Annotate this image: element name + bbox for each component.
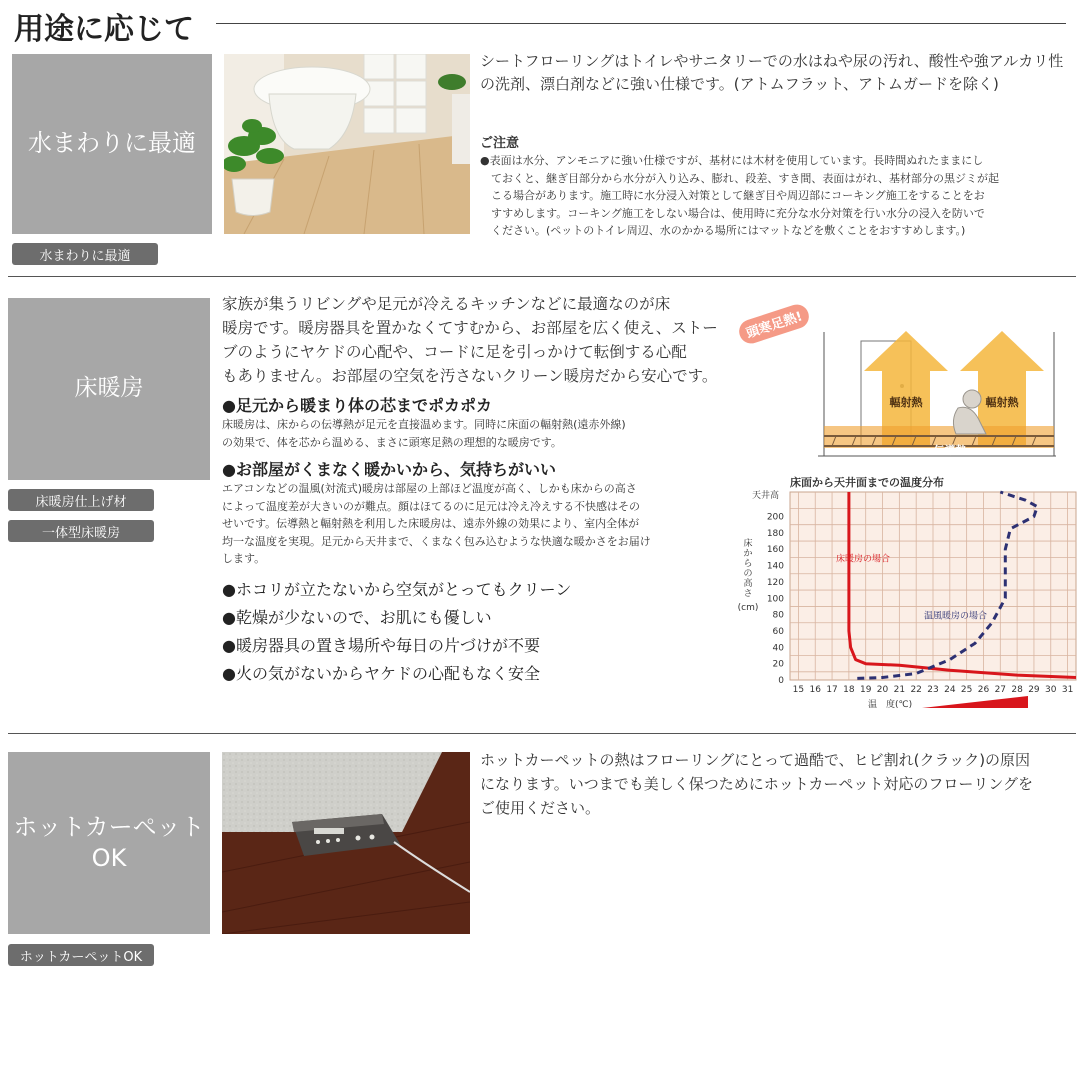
x-axis-label: 温 度(℃) (868, 700, 913, 710)
floor-heating-intro (222, 292, 722, 388)
x-tick-label: 24 (944, 685, 956, 695)
y-tick-label: 20 (772, 659, 784, 670)
point-line: によって温度差が大きいのが難点。顔はほてるのに足元は冷え冷えする不快感はその (222, 499, 640, 513)
heading-rule (216, 23, 1066, 24)
y-tick-label: 120 (766, 577, 784, 588)
conduction-heat-label: 伝導熱 (933, 444, 967, 457)
y-axis-label-char: さ (743, 589, 753, 599)
y-axis-label-char: 床 (743, 539, 753, 549)
intro-line: ブのようにヤケドの心配や、コードに足を引っかけて転倒する心配 (222, 343, 687, 361)
temperature-gradient-wedge (922, 696, 1028, 708)
hot-carpet-photo (222, 752, 470, 934)
section-divider (8, 276, 1076, 277)
chart-ylabel (738, 537, 759, 613)
notice-line: こる場合があります。施工時に水分浸入対策として継ぎ目や周辺部にコーキング施工をすることをお (491, 189, 985, 202)
benefit-item: ●ホコリが立たないから空気がとってもクリーン (222, 580, 572, 599)
section-label-floor-heating (8, 298, 210, 480)
y-tick-label: 0 (778, 676, 784, 686)
section-label-hot-carpet (8, 752, 210, 934)
y-tick-label: 160 (766, 545, 784, 556)
diagram-badge: 頭寒足熱! (744, 309, 805, 342)
notice-line: ●表面は水分、アンモニアに強い仕様ですが、基材には木材を使用しています。長時間ぬれたままにし (480, 154, 984, 167)
x-tick-label: 25 (960, 685, 973, 695)
notice-line: すすめします。コーキング施工をしない場合は、使用時に充分な水分対策を行い水分の浸入を防いで (491, 206, 985, 220)
x-tick-label: 27 (994, 685, 1007, 695)
point1-text (222, 416, 722, 451)
point2-text (222, 480, 722, 568)
x-tick-label: 21 (893, 685, 906, 695)
x-tick-label: 30 (1045, 685, 1057, 695)
section-label-text: 床暖房 (74, 375, 144, 402)
intro-line: になります。いつまでも美しく保つためにホットカーペット対応のフローリングを (480, 775, 1034, 793)
point-line: 床暖房は、床からの伝導熱が足元を直接温めます。同時に床面の輻射熱(遠赤外線) (222, 418, 626, 431)
series-label: 温風暖房の場合 (924, 611, 988, 622)
x-tick-label: 15 (792, 685, 805, 695)
point-line: エアコンなどの温風(対流式)暖房は部屋の上部ほど温度が高く、しかも床からの高さ (222, 482, 637, 495)
benefit-item: ●暖房器具の置き場所や毎日の片づけが不要 (222, 636, 540, 655)
heating-diagram (736, 296, 1076, 466)
x-tick-label: 23 (927, 685, 939, 695)
x-tick-label: 17 (826, 685, 838, 695)
radiant-heat-right-label: 輻射熱 (985, 396, 1019, 409)
y-axis-label-char: の (743, 569, 753, 579)
x-tick-label: 18 (843, 685, 855, 695)
point-line: します。 (222, 552, 266, 565)
tag-label: 床暖房仕上げ材 (35, 494, 127, 510)
y-axis-label-char: ら (743, 559, 753, 569)
y-tick-label: 200 (766, 512, 784, 523)
y-tick-label: 80 (772, 610, 784, 621)
notice-text (480, 152, 1070, 240)
point-line: 均一な温度を実現。足元から天井まで、くまなく包み込むような快適な暖かさをお届け (222, 534, 651, 548)
y-axis-label-char: 高 (743, 579, 753, 589)
y-tick-label: 60 (772, 626, 784, 637)
x-tick-label: 22 (910, 685, 922, 695)
chart-grid (790, 492, 1076, 680)
x-tick-label: 28 (1011, 685, 1023, 695)
tag-label: ホットカーペットOK (19, 949, 143, 965)
tag-label: 水まわりに最適 (39, 248, 131, 264)
y-axis-label-char: か (743, 549, 753, 559)
benefit-item: ●火の気がないからヤケドの心配もなく安全 (222, 664, 540, 683)
point1-title: ●足元から暖まり体の芯までポカポカ (222, 396, 492, 415)
temperature-chart (736, 470, 1080, 715)
hot-carpet-intro (480, 748, 1075, 820)
intro-line: 家族が集うリビングや足元が冷えるキッチンなどに最適なのが床 (222, 295, 671, 313)
tag-hot-carpet-ok (8, 944, 154, 966)
x-tick-label: 19 (859, 685, 872, 695)
y-tick-label: 100 (766, 594, 784, 605)
point-line: せいです。伝導熱と輻射熱を利用した床暖房は、遠赤外線の効果により、室内全体が (222, 517, 640, 530)
series-label: 床暖房の場合 (836, 554, 891, 565)
section-label-water (12, 54, 212, 234)
y-tick-label: 180 (766, 528, 784, 539)
ceiling-label: 天井高 (752, 491, 780, 501)
x-tick-label: 29 (1028, 685, 1040, 695)
water-intro: シートフローリングはトイレやサニタリーでの水はねや尿の汚れ、酸性や強アルカリ性の洗剤、漂白剤などに強い仕様です。(アトムフラット、アトムガードを除く) (480, 52, 1064, 93)
page-heading: 用途に応じて (14, 12, 194, 47)
tag-water (12, 243, 158, 265)
point-line: の効果で、体を芯から温める、まさに頭寒足熱の理想的な暖房です。 (222, 435, 562, 449)
tag-floor-heating-finish (8, 489, 154, 511)
x-tick-label: 20 (876, 685, 889, 695)
section-label-text: OK (91, 844, 127, 872)
notice-line: ください。(ペットのトイレ周辺、水のかかる場所にはマットなどを敷くことをおすすめします。) (491, 224, 966, 237)
intro-line: ご使用ください。 (480, 799, 601, 817)
intro-line: 暖房です。暖房器具を置かなくてすむから、お部屋を広く使え、ストー (222, 319, 718, 337)
point2-title: ●お部屋がくまなく暖かいから、気持ちがいい (222, 460, 556, 479)
intro-line: もありません。お部屋の空気を汚さないクリーン暖房だから安心です。 (222, 367, 718, 385)
chart-title: 床面から天井面までの温度分布 (790, 476, 944, 489)
section-divider (8, 733, 1076, 734)
x-tick-label: 31 (1061, 685, 1074, 695)
tag-integrated-floor-heating (8, 520, 154, 542)
y-tick-label: 140 (766, 561, 784, 572)
y-tick-label: 40 (772, 643, 784, 654)
x-tick-label: 26 (977, 685, 990, 695)
y-axis-unit: (cm) (737, 603, 759, 613)
x-tick-label: 16 (809, 685, 821, 695)
toilet-photo (224, 54, 470, 234)
section-label-text: ホットカーペット (13, 812, 205, 841)
section-label-text: 水まわりに最適 (28, 129, 196, 158)
tag-label: 一体型床暖房 (41, 525, 120, 541)
benefit-item: ●乾燥が少ないので、お肌にも優しい (222, 608, 492, 627)
notice-title: ご注意 (480, 136, 520, 151)
radiant-heat-left-label: 輻射熱 (889, 396, 923, 409)
intro-line: ホットカーペットの熱はフローリングにとって過酷で、ヒビ割れ(クラック)の原因 (480, 751, 1031, 769)
notice-line: ておくと、継ぎ目部分から水分が入り込み、膨れ、段差、すき間、表面はがれ、基材部分の黒ジミが起 (491, 171, 999, 185)
benefit-list (222, 577, 571, 689)
